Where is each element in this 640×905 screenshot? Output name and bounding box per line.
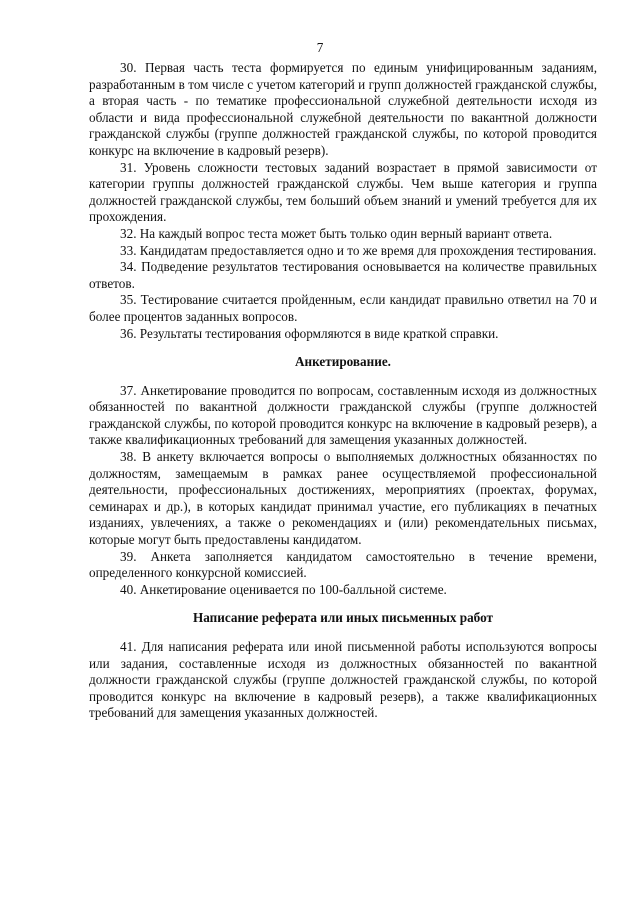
paragraph-40: 40. Анкетирование оценивается по 100-балльной системе.	[120, 581, 447, 597]
paragraph-34: 34. Подведение результатов тестирования основывается на количестве правильных ответов.	[89, 259, 597, 291]
paragraph-31: 31. Уровень сложности тестовых заданий возрастает в прямой зависимости от категории группы должностей гражданской службы. Чем выше категория и группа должностей гражданской службы, тем больший объем знаний и умений требуется для их прохождения.	[89, 159, 597, 225]
heading-questionnaire: Анкетирование.	[295, 354, 391, 370]
paragraph-39: 39. Анкета заполняется кандидатом самостоятельно в течение времени, определенного конкурсной комиссией.	[89, 548, 597, 581]
paragraph-41: 41. Для написания реферата или иной письменной работы используются вопросы или задания, составленные исходя из должностных обязанностей по вакантной должности гражданской службы (группе должностей гражданской службы, по которой проводится конкурс на включение в кадровый резерв), а также квалификационных требований для замещения указанных должностей.	[89, 639, 597, 721]
paragraph-37: 37. Анкетирование проводится по вопросам, составленным исходя из должностных обязанностей по вакантной должности гражданской службы (группе должностей гражданской службы, по которой проводится конкурс на включение в кадровый резерв), а также квалификационных требований для замещения указанных должностей.	[89, 382, 597, 448]
document-body	[89, 60, 597, 722]
paragraph-32: 32. На каждый вопрос теста может быть только один верный вариант ответа.	[120, 225, 553, 241]
page-number: 7	[316, 40, 324, 55]
paragraph-38: 38. В анкету включается вопросы о выполняемых должностных обязанностях по должностям, замещаемым в рамках ранее осуществляемой профессиональной деятельности, профессиональных достижениях, мероприятиях (проектах, форумах, семинарах и др.), в которых кандидат принимал участие, его публикациях в печатных изданиях, увлечениях, а также о рекомендациях и (или) рекомендательных письмах, которые могут быть предоставлены кандидатом.	[89, 449, 597, 548]
paragraph-33: 33. Кандидатам предоставляется одно и то же время для прохождения тестирования.	[120, 242, 597, 258]
paragraph-35: 35. Тестирование считается пройденным, если кандидат правильно ответил на 70 и более процентов заданных вопросов.	[89, 292, 597, 324]
heading-essay: Написание реферата или иных письменных работ	[192, 610, 494, 626]
paragraph-30: 30. Первая часть теста формируется по единым унифицированным заданиям, разработанным в том числе с учетом категорий и групп должностей гражданской службы, а вторая часть - по тематике профессиональной служебной деятельности исходя из области и вида профессиональной служебной деятельности по вакантной должности гражданской службы (группе должностей гражданской службы, по которой проводится конкурс на включение в кадровый резерв).	[89, 60, 597, 158]
paragraph-36: 36. Результаты тестирования оформляются в виде краткой справки.	[120, 325, 499, 341]
